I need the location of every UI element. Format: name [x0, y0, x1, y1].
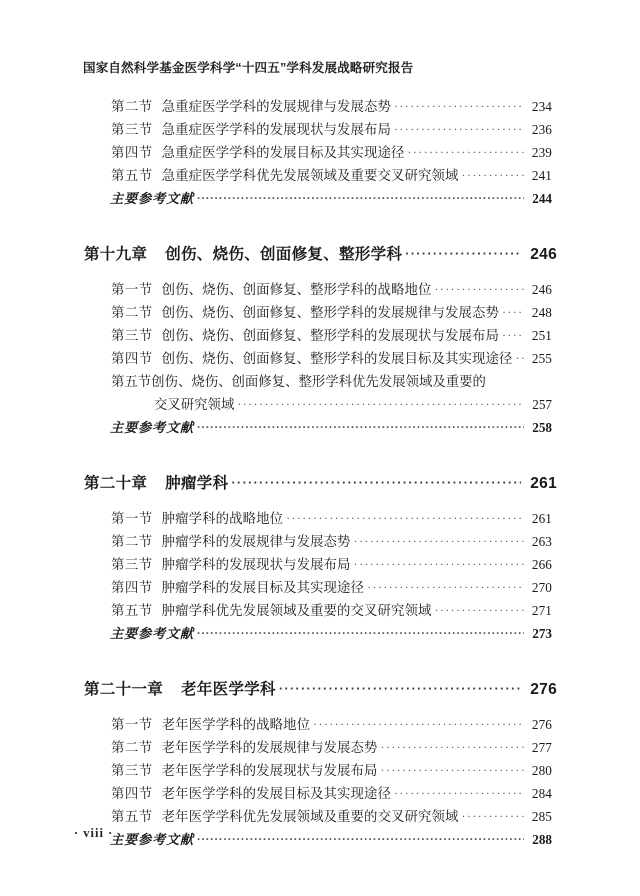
section-label — [111, 325, 499, 344]
section-title: 肿瘤学科的发展现状与发展布局 — [161, 557, 351, 572]
toc-section-row[interactable] — [0, 371, 640, 394]
dot-leader — [434, 282, 524, 297]
dot-leader — [381, 740, 524, 755]
section-title: 老年医学学科的发展现状与发展布局 — [161, 763, 378, 778]
section-title: 急重症医学学科的发展规律与发展态势 — [161, 99, 392, 114]
toc-section-row[interactable] — [0, 348, 640, 371]
dot-leader — [405, 246, 521, 261]
toc-section-row[interactable] — [0, 531, 640, 554]
running-head: 国家自然科学基金医学科学“十四五”学科发展战略研究报告 — [83, 61, 414, 75]
toc-section-row[interactable] — [0, 302, 640, 325]
chapter-label — [84, 471, 228, 493]
page-number: 263 — [531, 534, 552, 549]
spacer — [0, 705, 640, 714]
section-title: 急重症医学学科的发展现状与发展布局 — [161, 122, 392, 137]
section-label — [111, 806, 458, 825]
toc-section-row[interactable] — [0, 508, 640, 531]
dot-leader — [354, 557, 524, 572]
page-number: 284 — [531, 786, 552, 801]
section-title: 肿瘤学科的发展目标及其实现途径 — [161, 580, 365, 595]
toc-section-row[interactable] — [0, 783, 640, 806]
section-label — [111, 760, 378, 779]
section-number: 第四节 — [111, 351, 153, 366]
section-label — [111, 508, 283, 527]
dot-leader — [354, 534, 524, 549]
chapter-title: 创伤、烧伤、创面修复、整形学科 — [165, 246, 403, 263]
dot-leader — [381, 763, 524, 778]
chapter-label — [84, 677, 276, 699]
spacer — [0, 440, 640, 471]
section-title: 老年医学学科的战略地位 — [161, 717, 311, 732]
page-number: 234 — [531, 99, 552, 114]
section-number: 第二节 — [111, 534, 153, 549]
toc-section-row[interactable] — [0, 577, 640, 600]
section-number: 第二节 — [111, 305, 153, 320]
dot-leader — [434, 603, 524, 618]
toc-section-row[interactable] — [0, 554, 640, 577]
page-number: 276 — [531, 717, 552, 732]
page-number: 239 — [531, 145, 552, 160]
toc-section-continuation-row[interactable] — [0, 394, 640, 417]
toc-references-row[interactable] — [0, 623, 640, 646]
section-number: 第一节 — [111, 282, 153, 297]
section-label — [111, 531, 351, 550]
section-title: 急重症医学学科的发展目标及其实现途径 — [161, 145, 405, 160]
section-number: 第四节 — [111, 145, 153, 160]
page-number: 276 — [530, 681, 557, 698]
page-number: 255 — [531, 351, 552, 366]
section-title: 急重症医学学科优先发展领域及重要交叉研究领域 — [161, 168, 459, 183]
dot-leader — [461, 809, 524, 824]
chapter-number: 第十九章 — [84, 246, 148, 263]
section-title: 创伤、烧伤、创面修复、整形学科的发展规律与发展态势 — [161, 305, 499, 320]
section-label — [111, 165, 458, 184]
section-number: 第三节 — [111, 763, 153, 778]
section-number: 第四节 — [111, 786, 153, 801]
spacer — [0, 270, 640, 279]
section-number: 第二节 — [111, 99, 153, 114]
section-title: 肿瘤学科优先发展领域及重要的交叉研究领域 — [161, 603, 432, 618]
toc-chapter-row[interactable] — [0, 471, 640, 499]
section-title: 老年医学学科的发展目标及其实现途径 — [161, 786, 392, 801]
section-label — [111, 371, 486, 390]
dot-leader — [394, 122, 524, 137]
dot-leader — [231, 475, 521, 490]
section-number: 第五节 — [111, 603, 153, 618]
section-title: 肿瘤学科的发展规律与发展态势 — [161, 534, 351, 549]
section-number: 第三节 — [111, 328, 153, 343]
spacer — [0, 211, 640, 242]
dot-leader — [408, 145, 524, 160]
toc-references-row[interactable] — [0, 188, 640, 211]
page-number: 270 — [531, 580, 552, 595]
dot-leader — [197, 626, 524, 641]
toc-section-row[interactable] — [0, 119, 640, 142]
dot-leader — [237, 397, 524, 412]
section-title: 创伤、烧伤、创面修复、整形学科优先发展领域及重要的 — [151, 374, 486, 389]
toc-section-row[interactable] — [0, 325, 640, 348]
toc-section-row[interactable] — [0, 714, 640, 737]
section-number: 第五节 — [111, 168, 153, 183]
toc-section-row[interactable] — [0, 279, 640, 302]
toc-section-row[interactable] — [0, 737, 640, 760]
section-label — [111, 302, 499, 321]
section-label — [111, 737, 378, 756]
dot-leader — [515, 351, 524, 366]
dot-leader — [502, 328, 524, 343]
references-label: 主要参考文献 — [110, 832, 194, 847]
toc-chapter-row[interactable] — [0, 242, 640, 270]
section-label — [111, 577, 364, 596]
dot-leader — [197, 832, 524, 847]
section-label — [111, 714, 310, 733]
dot-leader — [279, 681, 521, 696]
page-number: 248 — [531, 305, 552, 320]
section-label — [111, 600, 431, 619]
chapter-number: 第二十一章 — [84, 681, 164, 698]
section-title: 创伤、烧伤、创面修复、整形学科的发展目标及其实现途径 — [161, 351, 513, 366]
dot-leader — [197, 191, 524, 206]
page-number: 261 — [530, 475, 557, 492]
dot-leader — [197, 420, 524, 435]
section-label — [111, 279, 431, 298]
dot-leader — [461, 168, 524, 183]
page-number: 266 — [531, 557, 552, 572]
table-of-contents — [0, 96, 640, 852]
section-number: 第三节 — [111, 122, 153, 137]
chapter-title: 老年医学学科 — [181, 681, 276, 698]
section-number: 第四节 — [111, 580, 153, 595]
toc-section-row[interactable] — [0, 760, 640, 783]
chapter-number: 第二十章 — [84, 475, 148, 492]
page-number: 258 — [532, 420, 552, 435]
section-title: 创伤、烧伤、创面修复、整形学科的发展现状与发展布局 — [161, 328, 499, 343]
page-number: 261 — [531, 511, 552, 526]
section-label — [111, 348, 512, 367]
page-number: 241 — [531, 168, 552, 183]
chapter-label — [84, 242, 402, 264]
page-number: 285 — [531, 809, 552, 824]
toc-references-row[interactable] — [0, 417, 640, 440]
dot-leader — [313, 717, 524, 732]
page-number: 271 — [531, 603, 552, 618]
dot-leader — [286, 511, 524, 526]
references-label: 主要参考文献 — [110, 191, 194, 206]
dot-leader — [394, 786, 524, 801]
page-number: 246 — [530, 246, 557, 263]
toc-section-row[interactable] — [0, 165, 640, 188]
page-number: 273 — [532, 626, 552, 641]
references-label: 主要参考文献 — [110, 420, 194, 435]
section-label — [111, 554, 351, 573]
page-number: 257 — [532, 397, 552, 412]
section-label — [111, 142, 405, 161]
section-label — [111, 96, 391, 115]
section-number: 第二节 — [111, 740, 153, 755]
continued-chapter-group — [0, 96, 640, 211]
dot-leader — [367, 580, 524, 595]
section-number: 第一节 — [111, 717, 153, 732]
dot-leader — [394, 99, 524, 114]
references-label: 主要参考文献 — [110, 626, 194, 641]
page-number: 280 — [531, 763, 552, 778]
section-number: 第五节 — [111, 374, 152, 389]
toc-chapter-row[interactable] — [0, 677, 640, 705]
section-label — [111, 119, 391, 138]
page-number: 277 — [531, 740, 552, 755]
section-number: 第三节 — [111, 557, 153, 572]
section-label — [111, 783, 391, 802]
page-number: 244 — [532, 191, 552, 206]
section-number: 第五节 — [111, 809, 153, 824]
chapter-title: 肿瘤学科 — [165, 475, 229, 492]
page-number: 236 — [531, 122, 552, 137]
section-title: 老年医学学科优先发展领域及重要的交叉研究领域 — [161, 809, 459, 824]
toc-section-row[interactable] — [0, 600, 640, 623]
section-title: 老年医学学科的发展规律与发展态势 — [161, 740, 378, 755]
section-title: 创伤、烧伤、创面修复、整形学科的战略地位 — [161, 282, 432, 297]
dot-leader — [502, 305, 524, 320]
spacer — [0, 499, 640, 508]
section-title: 肿瘤学科的战略地位 — [161, 511, 284, 526]
section-title-continued: 交叉研究领域 — [154, 397, 235, 412]
section-number: 第一节 — [111, 511, 153, 526]
toc-section-row[interactable] — [0, 96, 640, 119]
toc-section-row[interactable] — [0, 142, 640, 165]
page-number: 251 — [531, 328, 552, 343]
page-number: 246 — [531, 282, 552, 297]
page-number: 288 — [532, 832, 552, 847]
spacer — [0, 646, 640, 677]
page-folio: · viii · — [74, 826, 114, 840]
